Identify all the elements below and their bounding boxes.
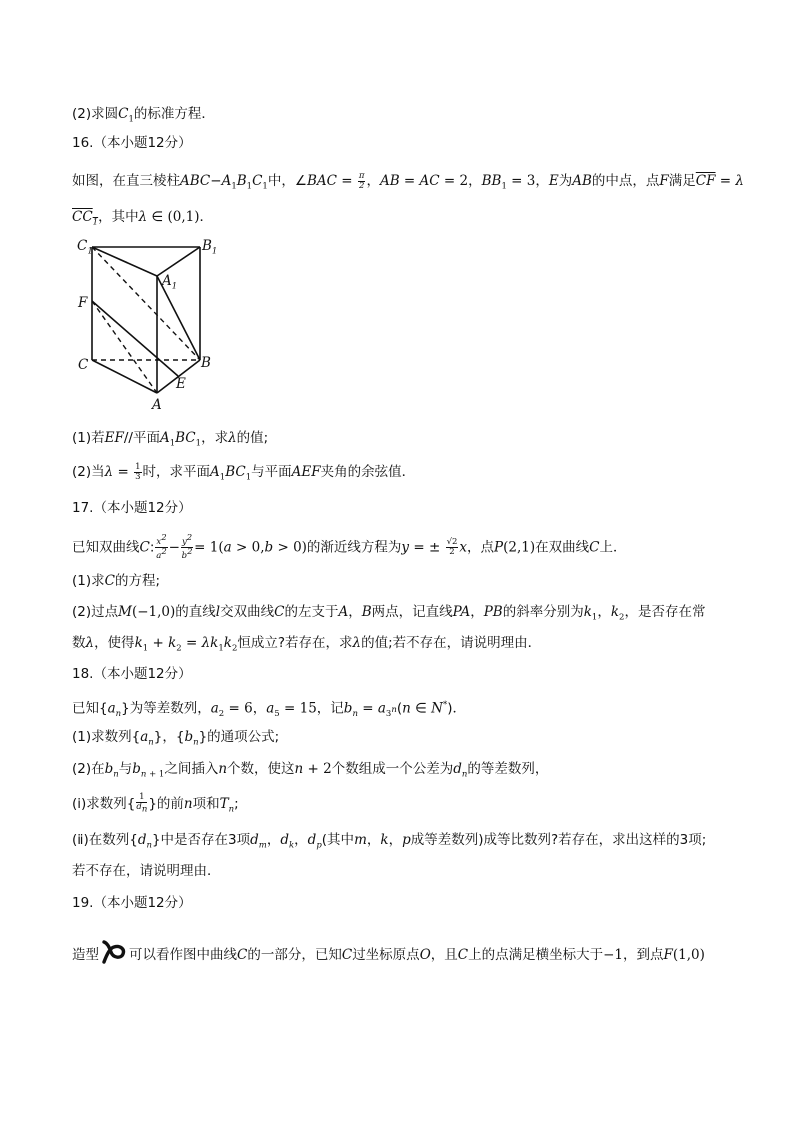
label-E: E [176, 376, 186, 392]
label-B: B [201, 355, 211, 371]
q17-part2-line1: (2)过点M(−1,0)的直线l交双曲线C的左支于A，B两点，记直线PA，PB的斜率分别为$k_1$，$k_2$，是否存在常 [72, 604, 706, 623]
label-A: A [152, 397, 162, 413]
label-C: C [78, 357, 89, 373]
q19-header: 19.（本小题12分） [72, 895, 192, 911]
q17-header: 17.（本小题12分） [72, 500, 192, 516]
label-F: F [78, 295, 88, 311]
q15-part2: (2)求圆$C_1$的标准方程． [72, 106, 215, 125]
q16-stem-line2: $CC_1$，其中λ ∈ (0,1)． [72, 209, 214, 228]
label-B1: B [202, 238, 212, 254]
label-C1: C [77, 238, 88, 254]
label-A1: A [162, 273, 172, 289]
q18-header: 18.（本小题12分） [72, 666, 192, 682]
q18-part2: (2)在$b_n$与$b_n$ $_{+ 1}$之间插入n个数，使这n + 2个数组成一个公差为$d_n$的等差数列， [72, 761, 549, 780]
q16-part2: (2)当λ = $\frac{1}{3}$ 时，求平面$A_1BC_1$与平面AEF夹角的余弦值． [72, 461, 416, 483]
loop-curve-icon [101, 940, 127, 970]
q18-stem: 已知$\{a_n\}$为等差数列，$a_2 = 6$，$a_5 = 15$，记$b_n = a_{3^n}(n$ ∈ N*)． [72, 700, 466, 720]
q18-part2-ii-line1: (ⅱ)在数列$\{d_n\}$中是否存在3项$d_m$，$d_k$，$d_p$(其中m，k，p成等差数列)成等比数列?若存在，求出这样的3项; [72, 832, 707, 851]
q18-part2-ii-line2: 若不存在，请说明理由． [72, 863, 221, 879]
q18-part1: (1)求数列$\{a_n\}$，$\{b_n\}$的通项公式; [72, 729, 280, 748]
q16-stem-line1: 如图，在直三棱柱$ABC-A_1B_1C_1$中，∠BAC = $\frac{\pi}{2}$ ，AB = AC = 2，$BB_1 = 3$，E为AB的中点，点F满足$\overline{CF} = \lambda$ [72, 170, 744, 192]
q16-part1: (1)若EF//平面$A_1BC_1$，求λ的值; [72, 430, 269, 449]
prism-figure: $C_1$ $B_1$ $A_1$ F C B E A [77, 238, 218, 413]
q16-header: 16.（本小题12分） [72, 135, 192, 151]
q18-part2-i: (ⅰ)求数列{ $\frac{1}{d_n}$ }的前n项和$T_n$; [72, 792, 239, 815]
q17-part1: (1)求C的方程; [72, 573, 161, 589]
q17-part2-line2: 数λ，使得$k_1 + k_2 = \lambda k_1k_2$恒成立?若存在，求λ的值;若不存在，请说明理由． [72, 635, 542, 654]
q17-stem: 已知双曲线C: $\frac{x^2}{a^2}$ − $\frac{y^2}{b^2}$ = 1(a > 0,b > 0)的渐近线方程为y = ± $\frac{√2}{2}$ x，点P(2,1)在双曲线C上． [72, 533, 627, 561]
q19-stem: 造型 可以看作图中曲线C的一部分，已知C过坐标原点O，且C上的点满足横坐标大于−1，到点F(1,0) [72, 940, 734, 970]
